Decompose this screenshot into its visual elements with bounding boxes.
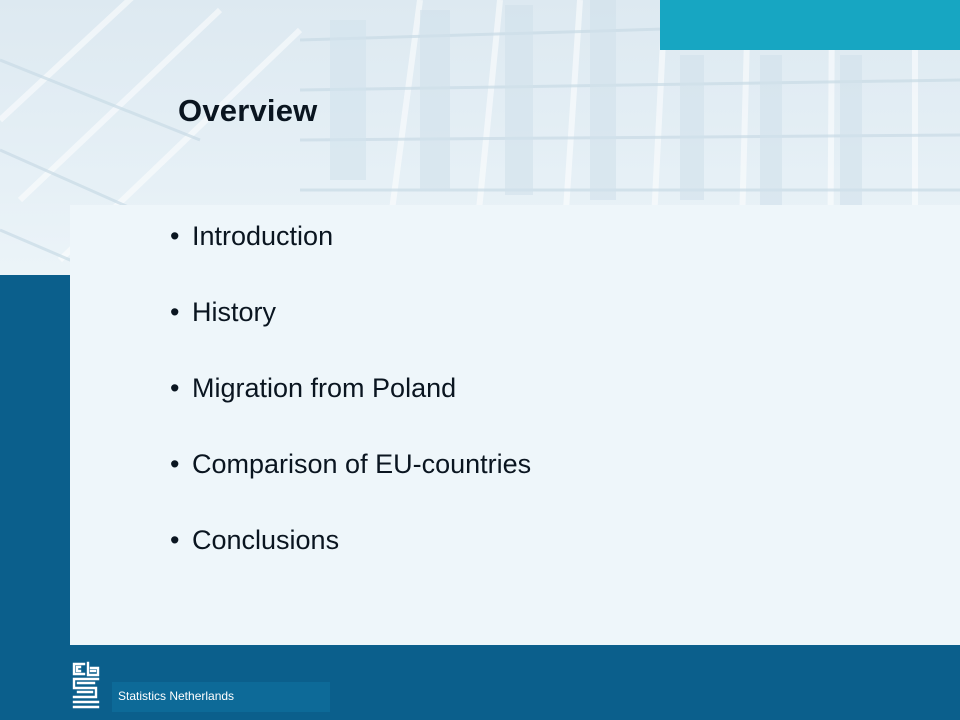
bullet-item bbox=[170, 214, 531, 290]
bullet-text: Introduction bbox=[192, 221, 334, 251]
bullet-list bbox=[170, 214, 531, 594]
bullet-marker: • bbox=[170, 373, 180, 403]
bullet-item bbox=[170, 518, 531, 594]
slide-title: Overview bbox=[178, 93, 318, 128]
bullet-item bbox=[170, 442, 531, 518]
bullet-text: Migration from Poland bbox=[192, 373, 457, 403]
bullet-item bbox=[170, 290, 531, 366]
cbs-logo-icon bbox=[70, 661, 102, 709]
footer-organization-label: Statistics Netherlands bbox=[118, 689, 235, 703]
bullet-marker: • bbox=[170, 525, 180, 555]
bullet-marker: • bbox=[170, 221, 180, 251]
bullet-item bbox=[170, 366, 531, 442]
bullet-marker: • bbox=[170, 449, 180, 479]
bullet-marker: • bbox=[170, 297, 180, 327]
accent-block bbox=[660, 0, 960, 50]
bullet-text: History bbox=[192, 297, 277, 327]
bullet-text: Comparison of EU-countries bbox=[192, 449, 532, 479]
bullet-text: Conclusions bbox=[192, 525, 340, 555]
